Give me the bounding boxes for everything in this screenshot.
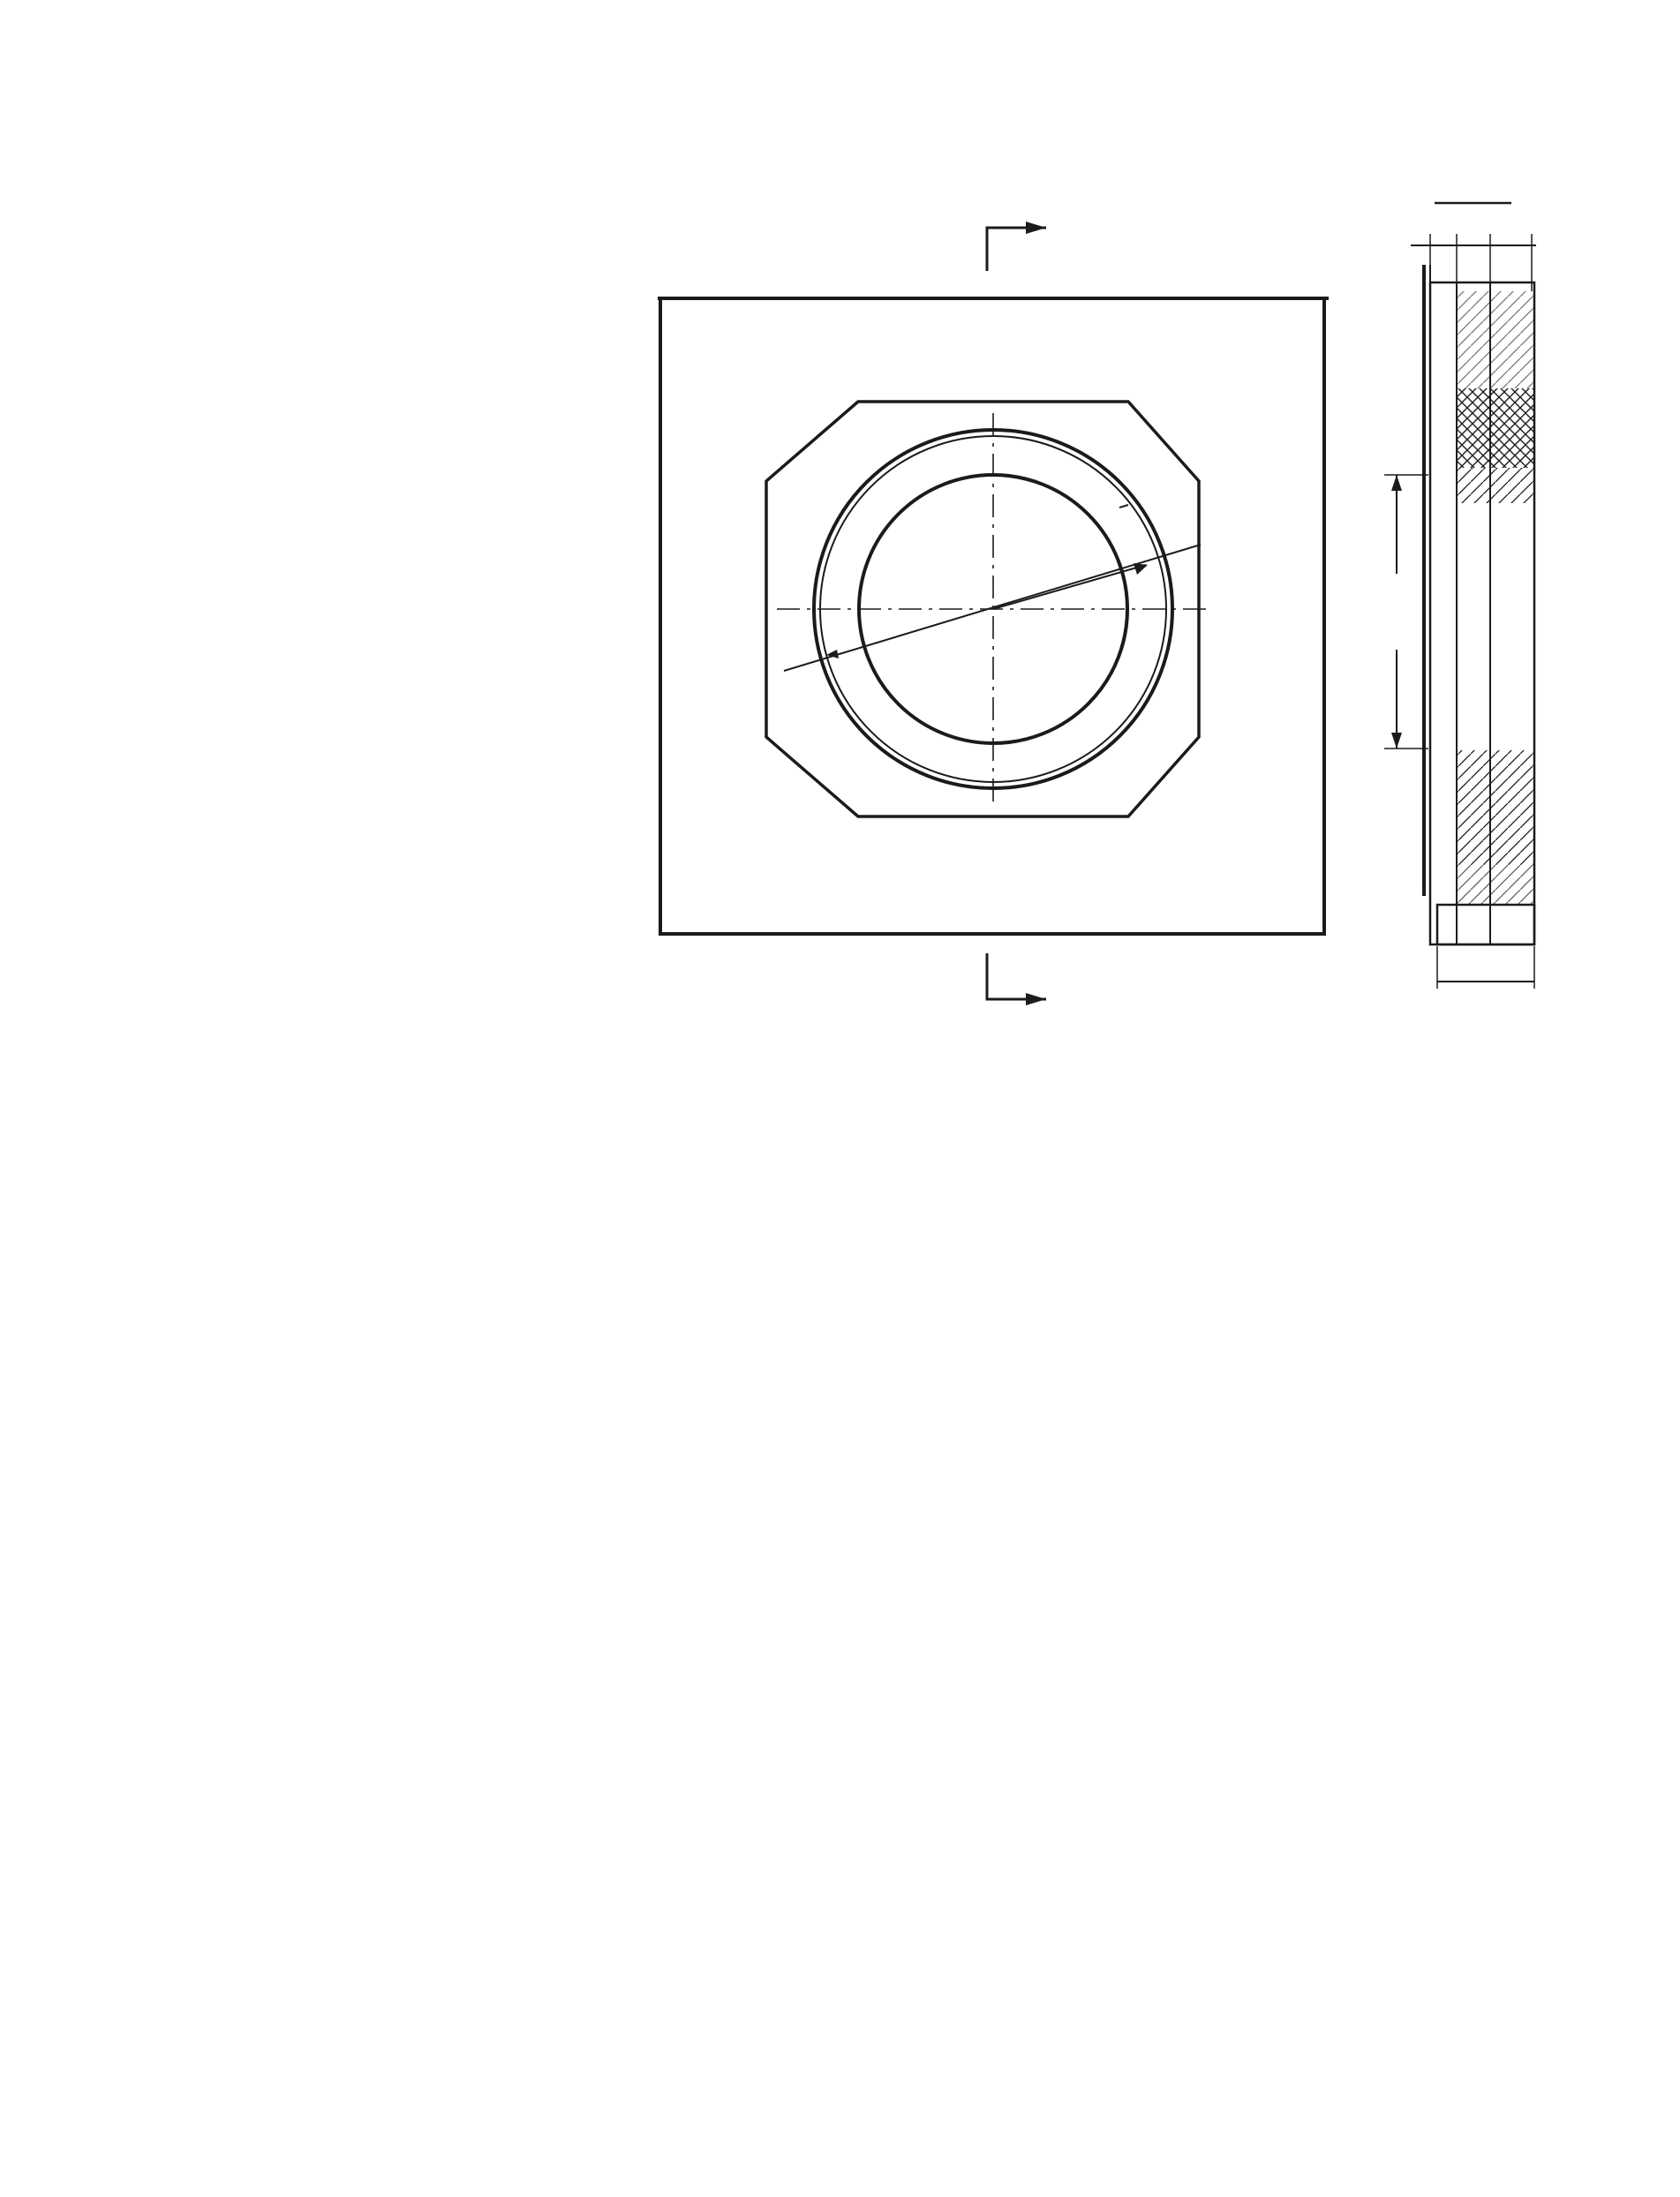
section-a-a xyxy=(1384,203,1536,989)
section-marker-top xyxy=(987,222,1046,271)
section-marker-bottom xyxy=(987,953,1046,1005)
figure-33-drawing xyxy=(0,0,1680,1024)
